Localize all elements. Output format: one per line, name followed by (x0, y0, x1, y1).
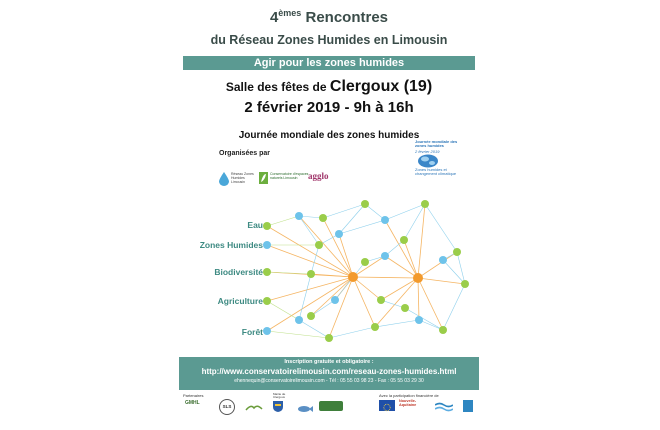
financial-logo-eau (435, 400, 453, 412)
partner-logo-sls (219, 399, 235, 415)
node (319, 214, 327, 222)
node (453, 248, 461, 256)
event-date: 2 février 2019 - 9h à 16h (244, 99, 414, 116)
network-graphic (179, 190, 479, 355)
financial-label: Avec la participation financière de (379, 393, 439, 398)
wave-icon (435, 401, 453, 413)
partner-sls-text: SLS (222, 404, 232, 409)
node (263, 222, 271, 230)
node (315, 241, 323, 249)
logo1-text: Réseau Zones Humides Limousin (231, 172, 254, 184)
node (263, 241, 271, 249)
title-subtitle: du Réseau Zones Humides en Limousin (210, 33, 448, 47)
category-agriculture: Agriculture (217, 296, 263, 306)
hub-node (413, 273, 423, 283)
shield-icon (273, 401, 283, 412)
node (401, 304, 409, 312)
node (439, 326, 447, 334)
registration-url[interactable]: http://www.conservatoirelimousin.com/reseau-zones-humides.html (201, 367, 457, 376)
node (263, 297, 271, 305)
financial-logo-eu (379, 400, 395, 411)
node (415, 316, 423, 324)
node (400, 236, 408, 244)
logo-conservatoire (259, 170, 309, 190)
node (263, 268, 271, 276)
footer-band (179, 357, 479, 390)
banner: Agir pour les zones humides (183, 56, 475, 70)
leaf-icon (259, 172, 268, 184)
node (325, 334, 333, 342)
node (331, 296, 339, 304)
hub-node (348, 272, 358, 282)
title-main (179, 8, 479, 26)
edition-suffix: èmes (278, 8, 302, 18)
network-lines-blue (299, 204, 465, 338)
category-biodiversite: Biodiversité (214, 267, 263, 277)
bird-icon (245, 403, 263, 413)
category-foret: Forêt (241, 327, 263, 337)
jmzh-date: 2 février 2019 (415, 148, 440, 154)
logo-agglo (308, 171, 334, 189)
node (421, 200, 429, 208)
contact-info: ehennequin@conservatoirelimousin.com - Tél : 05 55 03 98 23 - Fax : 05 55 03 29 30 (234, 378, 424, 384)
partner-logo-fish (297, 401, 313, 411)
financial-logo-agency (463, 400, 473, 412)
jmzh-logo (415, 140, 465, 186)
partner-logo-green (319, 401, 343, 411)
category-zones-humides: Zones Humides (199, 240, 263, 250)
journee-title: Journée mondiale des zones humides (238, 130, 420, 141)
category-eau: Eau (247, 220, 263, 230)
node (381, 252, 389, 260)
partner-gmhl-text: GMHL (185, 400, 200, 406)
financial-logo-region (399, 399, 431, 413)
poster (179, 0, 479, 430)
venue-prefix: Salle des fêtes de (225, 80, 327, 94)
partners-label: Partenaires (183, 393, 204, 398)
logo3-text: agglo (308, 171, 329, 181)
title-word: Rencontres (305, 9, 389, 26)
partner-mairie-text: Mairie de Clergoux (273, 392, 286, 399)
venue-town: Clergoux (19) (329, 78, 433, 95)
logo2-text: Conservatoire d'espaces naturels Limousin (270, 172, 309, 180)
node (461, 280, 469, 288)
node (295, 316, 303, 324)
node (371, 323, 379, 331)
partner-logo-bird (245, 400, 265, 412)
logo-reseau-zones-humides (219, 170, 255, 190)
node (307, 270, 315, 278)
partner-logo-gmhl (185, 400, 205, 412)
node (263, 327, 271, 335)
node (307, 312, 315, 320)
node (361, 200, 369, 208)
fish-icon (297, 404, 313, 414)
node (335, 230, 343, 238)
organisers-label: Organisées par (219, 150, 270, 157)
node (381, 216, 389, 224)
node (361, 258, 369, 266)
node (377, 296, 385, 304)
financial-region-text: Nouvelle-Aquitaine (399, 399, 417, 408)
venue (179, 78, 479, 96)
jmzh-title: Journée mondiale des zones humides (415, 139, 458, 149)
node (439, 256, 447, 264)
registration-label: Inscription gratuite et obligatoire : (284, 359, 374, 365)
water-drop-icon (219, 172, 229, 186)
node (295, 212, 303, 220)
edition-number: 4 (269, 9, 279, 26)
globe-icon (417, 154, 439, 168)
eu-flag-icon (379, 402, 395, 413)
jmzh-caption: Zones humides et changement climatique (415, 166, 457, 177)
partner-logo-mairie (273, 393, 291, 415)
